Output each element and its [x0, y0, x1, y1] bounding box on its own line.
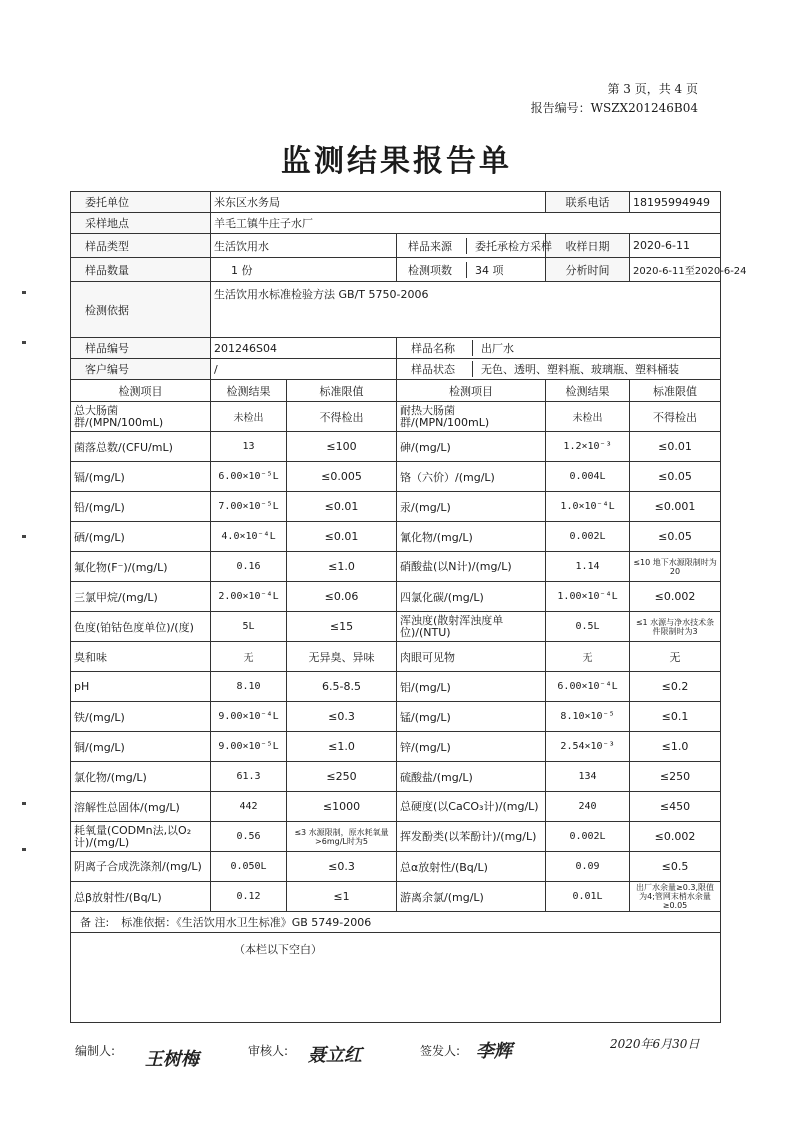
- col-header: 标准限值: [630, 380, 721, 402]
- reviewer-signature: 聂立红: [307, 1045, 362, 1066]
- page-info: [531, 80, 698, 118]
- result-cell: 0.12: [211, 882, 287, 912]
- binding-mark: [22, 341, 26, 344]
- result-cell: 9.00×10⁻⁵L: [211, 732, 287, 762]
- basis-label: 检测依据: [71, 282, 211, 338]
- limit-cell: 不得检出: [630, 402, 721, 432]
- result-cell: 0.16: [211, 552, 287, 582]
- compiler-block: [75, 1035, 199, 1070]
- recv-value: 2020-6-11: [630, 234, 721, 258]
- result-row: [71, 642, 721, 672]
- result-row: [71, 612, 721, 642]
- limit-cell: ≤0.2: [630, 672, 721, 702]
- item-name-cell: 总α放射性/(Bq/L): [397, 852, 546, 882]
- client-no-value: /: [211, 359, 397, 380]
- report-table: [70, 191, 747, 1023]
- limit-cell: ≤0.06: [287, 582, 397, 612]
- info-row: [71, 359, 721, 380]
- limit-cell: ≤0.1: [630, 702, 721, 732]
- limit-cell: 出厂水余量≥0.3,限值为4;管网末梢水余量≥0.05: [630, 882, 721, 912]
- result-cell: 1.0×10⁻⁴L: [546, 492, 630, 522]
- limit-cell: ≤10 地下水源限制时为20: [630, 552, 721, 582]
- item-name-cell: 阴离子合成洗涤剂/(mg/L): [71, 852, 211, 882]
- blank-text: （本栏以下空白）: [234, 943, 322, 956]
- result-row: [71, 432, 721, 462]
- result-row: [71, 402, 721, 432]
- compiler-label: 编制人:: [75, 1044, 116, 1058]
- result-row: [71, 492, 721, 522]
- info-row: [71, 282, 721, 338]
- items-cell: [397, 258, 546, 282]
- page-title: 监测结果报告单: [281, 144, 512, 179]
- blank-row: [71, 933, 721, 1023]
- result-cell: 未检出: [546, 402, 630, 432]
- items-label: 检测项数: [400, 262, 467, 278]
- limit-cell: ≤0.05: [630, 462, 721, 492]
- result-cell: 13: [211, 432, 287, 462]
- result-cell: 4.0×10⁻⁴L: [211, 522, 287, 552]
- limit-cell: ≤0.001: [630, 492, 721, 522]
- signer-signature: 李辉: [475, 1041, 512, 1062]
- basis-value: 生活饮用水标准检验方法 GB/T 5750-2006: [211, 282, 721, 338]
- col-header: 检测项目: [397, 380, 546, 402]
- result-cell: 6.00×10⁻⁵L: [211, 462, 287, 492]
- result-cell: 8.10×10⁻⁵: [546, 702, 630, 732]
- client-label: 委托单位: [71, 192, 211, 213]
- result-cell: 9.00×10⁻⁴L: [211, 702, 287, 732]
- item-name-cell: 肉眼可见物: [397, 642, 546, 672]
- phone-value: 18195994949: [630, 192, 721, 213]
- item-name-cell: 铅/(mg/L): [71, 492, 211, 522]
- result-row: [71, 732, 721, 762]
- binding-mark: [22, 802, 26, 805]
- notes-row: [71, 912, 721, 933]
- notes-text: 标准依据：《生活饮用水卫生标准》GB 5749-2006: [121, 916, 372, 929]
- result-row: [71, 792, 721, 822]
- limit-cell: ≤0.5: [630, 852, 721, 882]
- limit-cell: ≤0.005: [287, 462, 397, 492]
- result-cell: 6.00×10⁻⁴L: [546, 672, 630, 702]
- info-row: [71, 338, 721, 359]
- item-name-cell: 挥发酚类(以苯酚计)/(mg/L): [397, 822, 546, 852]
- results-header-row: [71, 380, 721, 402]
- period-label: 分析时间: [546, 258, 630, 282]
- info-row: [71, 192, 721, 213]
- limit-cell: ≤0.01: [287, 522, 397, 552]
- result-row: [71, 702, 721, 732]
- item-name-cell: 铁/(mg/L): [71, 702, 211, 732]
- source-label: 样品来源: [400, 238, 467, 254]
- limit-cell: 不得检出: [287, 402, 397, 432]
- item-name-cell: 氟化物(F⁻)/(mg/L): [71, 552, 211, 582]
- items-value: 34 项: [475, 263, 504, 277]
- result-cell: 1.00×10⁻⁴L: [546, 582, 630, 612]
- client-no-label: 客户编号: [71, 359, 211, 380]
- result-cell: 0.002L: [546, 822, 630, 852]
- result-cell: 无: [546, 642, 630, 672]
- source-value: 委托承检方采样: [475, 239, 552, 253]
- result-cell: 0.050L: [211, 852, 287, 882]
- result-row: [71, 522, 721, 552]
- result-row: [71, 822, 721, 852]
- item-name-cell: 色度(铂钴色度单位)/(度): [71, 612, 211, 642]
- item-name-cell: 硒/(mg/L): [71, 522, 211, 552]
- col-header: 检测项目: [71, 380, 211, 402]
- qty-value: 1 份: [211, 258, 397, 282]
- limit-cell: ≤3 水源限制，原水耗氧量>6mg/L时为5: [287, 822, 397, 852]
- result-cell: 无: [211, 642, 287, 672]
- result-cell: 1.2×10⁻³: [546, 432, 630, 462]
- limit-cell: ≤1.0: [287, 732, 397, 762]
- notes-cell: [71, 912, 721, 933]
- report-date: 2020年6月30日: [610, 1037, 700, 1051]
- result-cell: 2.00×10⁻⁴L: [211, 582, 287, 612]
- limit-cell: ≤0.01: [630, 432, 721, 462]
- limit-cell: 无异臭、异味: [287, 642, 397, 672]
- period-value: 2020-6-11至2020-6-24: [630, 258, 721, 282]
- limit-cell: 6.5-8.5: [287, 672, 397, 702]
- limit-cell: ≤0.05: [630, 522, 721, 552]
- limit-cell: ≤1: [287, 882, 397, 912]
- report-number: [531, 99, 698, 118]
- limit-cell: ≤0.3: [287, 702, 397, 732]
- result-cell: 0.004L: [546, 462, 630, 492]
- result-cell: 61.3: [211, 762, 287, 792]
- item-name-cell: 硫酸盐/(mg/L): [397, 762, 546, 792]
- limit-cell: ≤0.002: [630, 582, 721, 612]
- result-cell: 240: [546, 792, 630, 822]
- report-number-value: WSZX201246B04: [590, 101, 698, 115]
- client-value: 米东区水务局: [211, 192, 546, 213]
- item-name-cell: 总β放射性/(Bq/L): [71, 882, 211, 912]
- item-name-cell: 菌落总数/(CFU/mL): [71, 432, 211, 462]
- info-row: [71, 213, 721, 234]
- item-name-cell: 游离余氯/(mg/L): [397, 882, 546, 912]
- result-cell: 1.14: [546, 552, 630, 582]
- type-value: 生活饮用水: [211, 234, 397, 258]
- reviewer-block: [248, 1035, 362, 1066]
- info-row: [71, 234, 721, 258]
- col-header: 检测结果: [211, 380, 287, 402]
- info-row: [71, 258, 721, 282]
- signer-block: [420, 1035, 512, 1061]
- binding-mark: [22, 535, 26, 538]
- limit-cell: ≤15: [287, 612, 397, 642]
- state-value: 无色、透明、塑料瓶、玻璃瓶、塑料桶装: [481, 363, 679, 376]
- site-label: 采样地点: [71, 213, 211, 234]
- result-cell: 0.002L: [546, 522, 630, 552]
- item-name-cell: 砷/(mg/L): [397, 432, 546, 462]
- sample-name-value: 出厂水: [481, 342, 514, 355]
- result-row: [71, 852, 721, 882]
- result-row: [71, 882, 721, 912]
- blank-cell: [71, 933, 721, 1023]
- limit-cell: ≤100: [287, 432, 397, 462]
- phone-label: 联系电话: [546, 192, 630, 213]
- item-name-cell: 镉/(mg/L): [71, 462, 211, 492]
- result-cell: 2.54×10⁻³: [546, 732, 630, 762]
- state-label: 样品状态: [400, 361, 473, 377]
- limit-cell: ≤450: [630, 792, 721, 822]
- item-name-cell: 三氯甲烷/(mg/L): [71, 582, 211, 612]
- item-name-cell: 氰化物/(mg/L): [397, 522, 546, 552]
- site-value: 羊毛工镇牛庄子水厂: [211, 213, 721, 234]
- limit-cell: ≤1000: [287, 792, 397, 822]
- result-cell: 5L: [211, 612, 287, 642]
- col-header: 检测结果: [546, 380, 630, 402]
- source-cell: [397, 234, 552, 258]
- limit-cell: ≤0.002: [630, 822, 721, 852]
- reviewer-label: 审核人:: [248, 1044, 289, 1058]
- recv-label: 收样日期: [546, 234, 630, 258]
- sample-no-label: 样品编号: [71, 338, 211, 359]
- item-name-cell: 总硬度(以CaCO₃计)/(mg/L): [397, 792, 546, 822]
- result-cell: 8.10: [211, 672, 287, 702]
- result-cell: 7.00×10⁻⁵L: [211, 492, 287, 522]
- item-name-cell: 四氯化碳/(mg/L): [397, 582, 546, 612]
- item-name-cell: 硝酸盐(以N计)/(mg/L): [397, 552, 546, 582]
- item-name-cell: 汞/(mg/L): [397, 492, 546, 522]
- result-cell: 0.09: [546, 852, 630, 882]
- page-number: 第 3 页，共 4 页: [607, 82, 698, 96]
- result-cell: 未检出: [211, 402, 287, 432]
- limit-cell: 无: [630, 642, 721, 672]
- item-name-cell: 铬（六价）/(mg/L): [397, 462, 546, 492]
- limit-cell: ≤250: [287, 762, 397, 792]
- limit-cell: ≤1.0: [287, 552, 397, 582]
- item-name-cell: 氯化物/(mg/L): [71, 762, 211, 792]
- limit-cell: ≤1 水源与净水技术条件限制时为3: [630, 612, 721, 642]
- limit-cell: ≤1.0: [630, 732, 721, 762]
- result-cell: 0.5L: [546, 612, 630, 642]
- item-name-cell: 锰/(mg/L): [397, 702, 546, 732]
- result-row: [71, 762, 721, 792]
- limit-cell: ≤0.3: [287, 852, 397, 882]
- notes-label: 备 注:: [80, 916, 110, 929]
- item-name-cell: 铝/(mg/L): [397, 672, 546, 702]
- sample-no-value: 201246S04: [211, 338, 397, 359]
- item-name-cell: 铜/(mg/L): [71, 732, 211, 762]
- col-header: 标准限值: [287, 380, 397, 402]
- item-name-cell: 总大肠菌群/(MPN/100mL): [71, 402, 211, 432]
- result-cell: 0.56: [211, 822, 287, 852]
- item-name-cell: 耗氧量(CODMn法,以O₂计)/(mg/L): [71, 822, 211, 852]
- result-cell: 442: [211, 792, 287, 822]
- binding-mark: [22, 848, 26, 851]
- result-cell: 134: [546, 762, 630, 792]
- item-name-cell: 耐热大肠菌群/(MPN/100mL): [397, 402, 546, 432]
- result-row: [71, 582, 721, 612]
- result-row: [71, 462, 721, 492]
- sample-name-label: 样品名称: [400, 340, 473, 356]
- item-name-cell: 浑浊度(散射浑浊度单位)/(NTU): [397, 612, 546, 642]
- item-name-cell: 臭和味: [71, 642, 211, 672]
- compiler-signature: 王树梅: [144, 1049, 199, 1070]
- state-cell: [397, 359, 721, 380]
- result-cell: 0.01L: [546, 882, 630, 912]
- result-row: [71, 552, 721, 582]
- item-name-cell: 锌/(mg/L): [397, 732, 546, 762]
- item-name-cell: pH: [71, 672, 211, 702]
- sample-name-cell: [397, 338, 721, 359]
- result-row: [71, 672, 721, 702]
- qty-label: 样品数量: [71, 258, 211, 282]
- report-number-label: 报告编号：: [530, 101, 591, 115]
- limit-cell: ≤250: [630, 762, 721, 792]
- binding-mark: [22, 291, 26, 294]
- signer-label: 签发人:: [420, 1044, 461, 1058]
- type-label: 样品类型: [71, 234, 211, 258]
- limit-cell: ≤0.01: [287, 492, 397, 522]
- item-name-cell: 溶解性总固体/(mg/L): [71, 792, 211, 822]
